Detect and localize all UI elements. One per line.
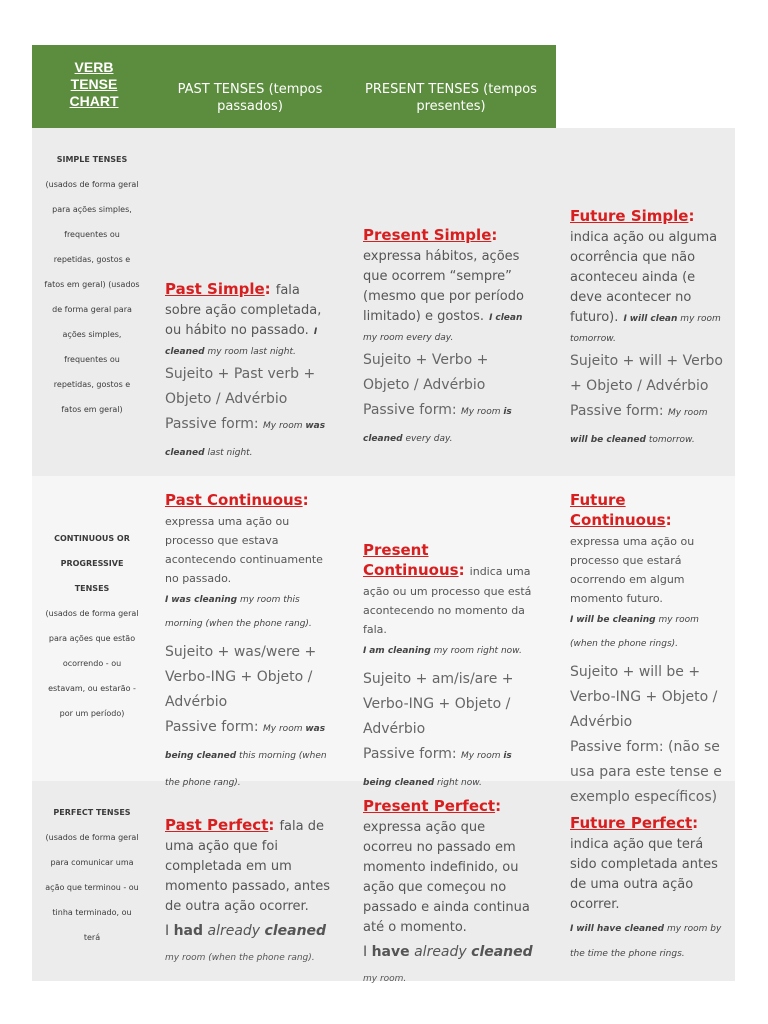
example-verb: clean [495, 313, 523, 323]
passive-form [363, 398, 535, 452]
example-rest: my room tomorrow. [570, 314, 721, 344]
tense-description: indica uma ação ou um processo que está acontecendo no momento da fala. [363, 565, 532, 636]
example-sentence [363, 940, 535, 992]
tense-formula: Sujeito + will be + Verbo-ING + Objeto / Advérbio [570, 664, 718, 730]
example-subject: I [313, 327, 318, 337]
example-verb: cleaned [264, 923, 327, 939]
example-aux: had [173, 923, 204, 939]
passive-subject: My room [668, 408, 708, 418]
passive-rest: tomorrow. [648, 435, 695, 445]
tense-description: expressa ação que ocorreu no passado em momento indefinido, ou ação que começou no passado e ainda continua até o momento. [363, 820, 530, 935]
passive-form: Passive form: (não se usa para este tense e exemplo específicos) [570, 739, 722, 805]
chart-title [58, 59, 130, 110]
tense-description: fala de uma ação que foi completada em um momento passado, antes de outra ação ocorrer. [165, 819, 330, 914]
passive-verb: will be cleaned [570, 435, 646, 445]
passive-form [363, 742, 535, 796]
tense-term: Past Perfect [165, 816, 269, 834]
example-verb: was cleaning [171, 595, 238, 605]
past-tenses-heading: PAST TENSES (tempos passados) [177, 82, 323, 114]
passive-rest: right now. [437, 778, 482, 788]
tense-formula: Sujeito + Verbo + Objeto / Advérbio [363, 352, 489, 393]
row-label-text: (usados de forma geral para comunicar uma ação que terminou - ou tinha terminado, ou terá [45, 833, 139, 942]
example-verb: will clean [629, 314, 678, 324]
present-simple-cell: Present Simple: expressa hábitos, ações que ocorrem “sempre” (mesmo que por período limitado) e gostos. I clean my room every day. Sujeito + Verbo + Objeto / Advérbio Passive form: My room is cleaned every day. [363, 225, 535, 452]
tense-term: Future Perfect [570, 814, 693, 832]
title-line-chart: CHART [69, 93, 119, 109]
passive-subject: My room [461, 407, 501, 417]
example-verb: cleaned [165, 347, 205, 357]
tense-description: indica ação que terá sido completada antes de uma outra ação ocorrer. [570, 837, 718, 912]
title-line-tense: TENSE [70, 76, 118, 92]
future-perfect-cell: Future Perfect: indica ação que terá sido completada antes de uma outra ação ocorrer. I will have cleaned my room by the time the phone rings. [570, 813, 725, 967]
example-rest: my room (when the phone rings). [570, 615, 699, 649]
past-perfect-cell: Past Perfect: fala de uma ação que foi completada em um momento passado, antes de outra ação ocorrer. I had already cleaned my room (when the phone rang). [165, 815, 337, 971]
example-verb: am cleaning [369, 646, 431, 656]
row-label-title: CONTINUOUS OR PROGRESSIVE TENSES [54, 534, 130, 593]
passive-rest: last night. [207, 448, 253, 458]
passive-label: Passive form: [570, 403, 664, 419]
present-tenses-heading: PRESENT TENSES (tempos presentes) [365, 82, 537, 114]
chart-header [32, 45, 556, 128]
passive-subject: My room [263, 724, 303, 734]
example-rest: my room right now. [433, 646, 522, 656]
perfect-tenses-label [44, 800, 140, 950]
example-rest: my room by the time the phone rings. [570, 924, 722, 959]
example-verb: will be cleaning [576, 615, 656, 625]
tense-term: Present Perfect [363, 797, 496, 815]
passive-subject: My room [263, 421, 303, 431]
passive-rest: this morning (when the phone rang). [165, 751, 327, 788]
tense-term: Past Continuous [165, 491, 303, 509]
example-verb: cleaned [471, 944, 533, 960]
continuous-tenses-label [44, 526, 140, 726]
tense-description: expressa uma ação ou processo que estará ocorrendo em algum momento futuro. [570, 535, 695, 605]
tense-description: indica ação ou alguma ocorrência que não aconteceu ainda (e deve acontecer no futuro). [570, 230, 718, 325]
example-subject: I [489, 313, 493, 323]
tense-term: Present Simple [363, 226, 492, 244]
row-label-text: (usados de forma geral para ações que estão ocorrendo - ou estavam, ou estarão - por um período) [45, 609, 139, 718]
passive-form [570, 399, 725, 453]
example-verb: will have cleaned [576, 924, 665, 934]
past-simple-cell: Past Simple: fala sobre ação completada, ou hábito no passado. I cleaned my room last night. Sujeito + Past verb + Objeto / Advérbio Passive form: My room was cleaned last night. [165, 279, 337, 466]
example-rest: my room this morning (when the phone rang). [165, 595, 312, 629]
tense-formula: Sujeito + Past verb + Objeto / Advérbio [165, 366, 316, 407]
future-continuous-cell: Future Continuous: expressa uma ação ou processo que estará ocorrendo em algum momento futuro. I will be cleaning my room (when the phone rings). Sujeito + will be + Verbo-ING + Objeto / Advérbio Passive form: (não se usa para este tense e exemplo específicos) [570, 490, 725, 810]
passive-rest: every day. [405, 434, 453, 444]
passive-verb: was being cleaned [165, 724, 326, 761]
example-rest: my room last night. [207, 347, 296, 357]
tense-formula: Sujeito + will + Verbo + Objeto / Advérbio [570, 353, 723, 394]
row-label-title: SIMPLE TENSES [56, 155, 128, 164]
tense-term: Present Continuous [363, 541, 459, 579]
passive-label: Passive form: [363, 402, 457, 418]
passive-form [165, 412, 337, 466]
passive-subject: My room [461, 751, 501, 761]
future-simple-cell: Future Simple: indica ação ou alguma ocorrência que não aconteceu ainda (e deve acontecer no futuro). I will clean my room tomorrow. Sujeito + will + Verbo + Objeto / Advérbio Passive form: My room will be cleaned tomorrow. [570, 206, 725, 453]
example-sentence [165, 919, 337, 971]
tense-term: Past Simple [165, 280, 265, 298]
passive-label: Passive form: [165, 719, 259, 735]
passive-verb: is being cleaned [363, 751, 512, 788]
tense-description: expressa uma ação ou processo que estava acontecendo continuamente no passado. [165, 515, 323, 585]
example-subject: I [570, 615, 574, 625]
row-label-text: (usados de forma geral para ações simples, frequentes ou repetidas, gostos e fatos em geral) (usados de forma geral para ações simples, frequentes ou repetidas, gostos e fatos em geral) [44, 180, 140, 414]
past-continuous-cell: Past Continuous: expressa uma ação ou processo que estava acontecendo continuamente no passado. I was cleaning my room this morning (when the phone rang). Sujeito + was/were + Verbo-ING + Objeto / Advérbio Passive form: My room was being cleaned this morning (when the phone rang). [165, 490, 337, 796]
example-rest: my room every day. [363, 333, 454, 343]
example-aux: have [371, 944, 410, 960]
tense-description: fala sobre ação completada, ou hábito no passado. [165, 283, 322, 338]
example-sentence [570, 917, 725, 967]
tense-description: expressa hábitos, ações que ocorrem “sempre” (mesmo que por período limitado) e gostos. [363, 249, 524, 324]
example-subject: I [165, 595, 169, 605]
passive-label: Passive form: [363, 746, 457, 762]
example-rest: my room (when the phone rang). [165, 953, 315, 963]
example-adverb: already [207, 923, 261, 939]
passive-form [165, 715, 337, 796]
example-subject: I [165, 923, 170, 939]
tense-term: Future Simple [570, 207, 689, 225]
example-subject: I [363, 944, 368, 960]
example-subject: I [570, 924, 574, 934]
row-label-title: PERFECT TENSES [53, 808, 131, 817]
example-adverb: already [414, 944, 467, 960]
present-perfect-cell: Present Perfect: expressa ação que ocorreu no passado em momento indefinido, ou ação que começou no passado e ainda continua até o momento. I have already cleaned my room. [363, 796, 535, 992]
title-line-verb: VERB [74, 59, 114, 75]
tense-term: Future Continuous [570, 491, 666, 529]
passive-label: Passive form: [165, 416, 259, 432]
present-continuous-cell: Present Continuous: indica uma ação ou um processo que está acontecendo no momento da fala. I am cleaning my room right now. Sujeito + am/is/are + Verbo-ING + Objeto / Advérbio Passive form: My room is being cleaned right now. [363, 540, 535, 796]
passive-verb: is cleaned [363, 407, 512, 444]
tense-formula: Sujeito + was/were + Verbo-ING + Objeto / Advérbio [165, 644, 317, 710]
example-rest: my room. [363, 974, 407, 984]
tense-formula: Sujeito + am/is/are + Verbo-ING + Objeto / Advérbio [363, 671, 514, 737]
example-subject: I [623, 314, 627, 324]
example-subject: I [363, 646, 367, 656]
simple-tenses-label [44, 147, 140, 422]
passive-verb: was cleaned [165, 421, 326, 458]
